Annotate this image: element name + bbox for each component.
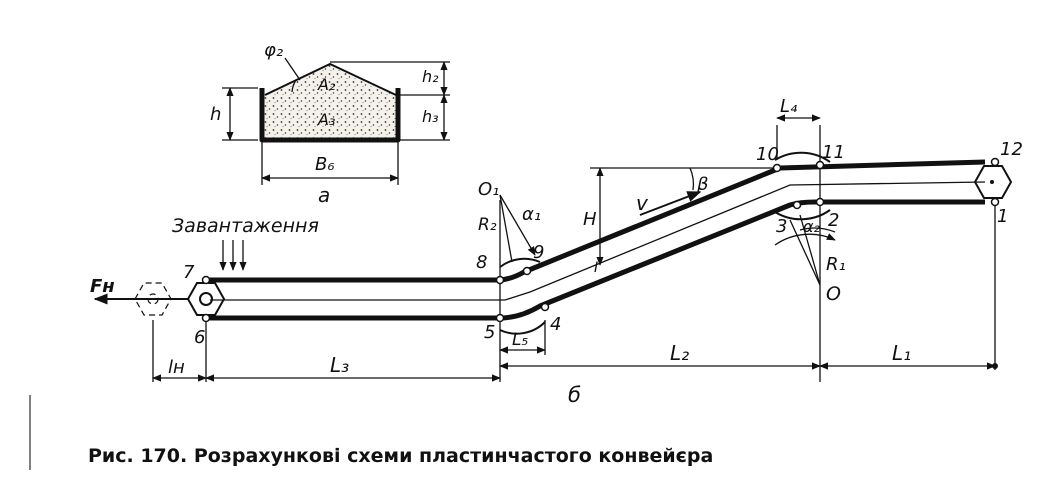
tail-sprocket: [188, 283, 224, 315]
point-7-label: 7: [183, 262, 195, 283]
alpha1-label: α₁: [522, 204, 542, 225]
a2-label: A₂: [318, 75, 336, 94]
l2-label: L₂: [670, 341, 690, 365]
l3-label: L₃: [330, 353, 350, 377]
h2-label: h₂: [422, 67, 439, 86]
beta-arc: [690, 168, 693, 190]
point-10-label: 10: [756, 144, 779, 165]
point-1-label: 1: [997, 206, 1009, 227]
point-5-label: 5: [484, 322, 496, 343]
point-12-label: 12: [1000, 139, 1023, 160]
r1-label: R₁: [826, 254, 846, 275]
point-11-label: 11: [822, 142, 845, 163]
h3-label: h₃: [422, 107, 439, 126]
velocity-label: v: [636, 191, 648, 215]
l4-label: L₄: [780, 96, 798, 117]
lh-label: lн: [168, 357, 185, 378]
a3-label: A₃: [318, 110, 336, 129]
label-b: б: [568, 383, 581, 407]
o1-label: O₁: [478, 179, 500, 200]
point-2-label: 2: [828, 210, 840, 231]
l5-label: L₅: [512, 330, 529, 350]
beta-label: β: [697, 174, 709, 195]
h-label: h: [210, 104, 222, 125]
point-6-label: 6: [194, 327, 206, 348]
figure-caption: Рис. 170. Розрахункові схеми пластинчастого конвейєра: [88, 445, 714, 467]
conveyor-layout-diagram: [90, 96, 1023, 407]
label-a: a: [318, 183, 331, 207]
fh-label: Fн: [90, 276, 115, 297]
point-4-label: 4: [550, 314, 562, 335]
width-b-label: B₆: [315, 154, 335, 175]
h-height-label: H: [583, 209, 597, 230]
cross-section-diagram: [210, 40, 450, 207]
r2-label: R₂: [478, 215, 497, 235]
phi2-label: φ₂: [264, 40, 284, 61]
loading-label: Завантаження: [172, 215, 319, 237]
point-3-label: 3: [776, 216, 788, 237]
section-i-label: I: [594, 260, 599, 276]
point-9-label: 9: [533, 242, 545, 263]
alpha2-label: α₂: [803, 217, 820, 236]
point-8-label: 8: [476, 252, 488, 273]
o-label: O: [826, 283, 841, 305]
l1-label: L₁: [892, 341, 912, 365]
